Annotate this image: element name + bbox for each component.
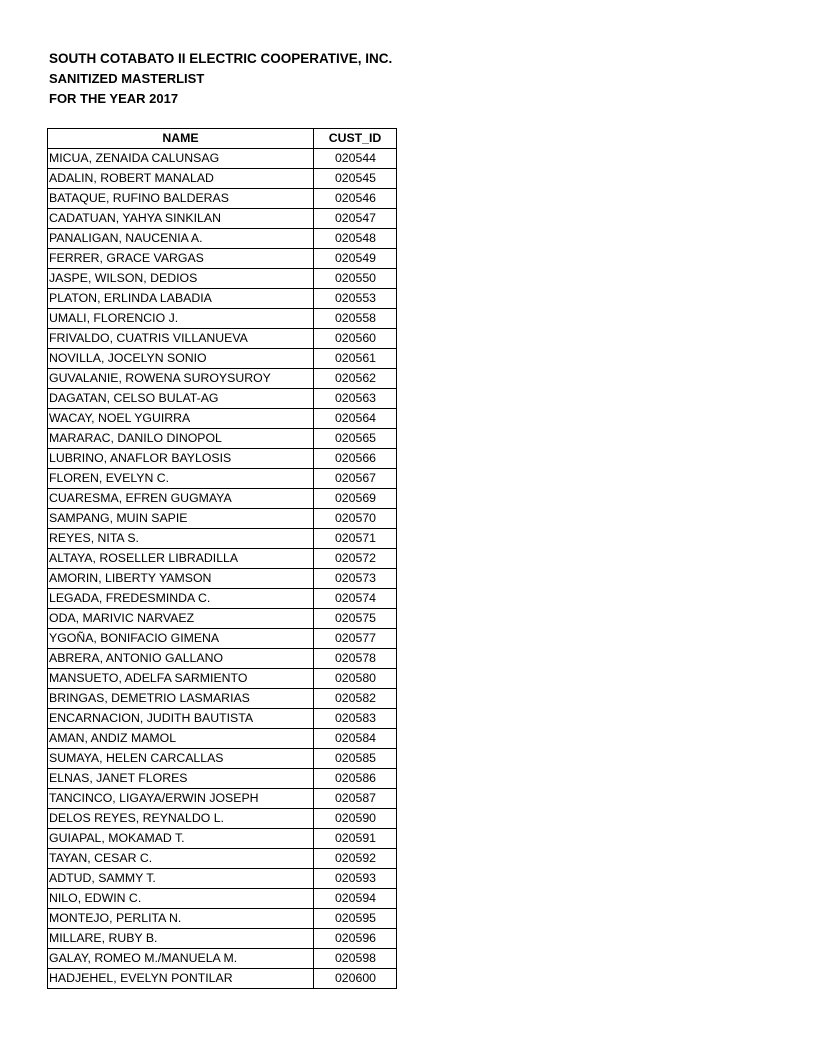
customer-name-cell: DAGATAN, CELSO BULAT-AG xyxy=(48,389,314,409)
document-subtitle: SANITIZED MASTERLIST xyxy=(49,71,205,86)
customer-name-cell: ALTAYA, ROSELLER LIBRADILLA xyxy=(48,549,314,569)
customer-id-cell: 020594 xyxy=(314,889,397,909)
table-row xyxy=(48,249,397,269)
customer-id-cell: 020573 xyxy=(314,569,397,589)
table-row xyxy=(48,509,397,529)
customer-id-cell: 020596 xyxy=(314,929,397,949)
customer-id-cell: 020566 xyxy=(314,449,397,469)
customer-id-cell: 020572 xyxy=(314,549,397,569)
table-row xyxy=(48,369,397,389)
table-row xyxy=(48,909,397,929)
customer-id-cell: 020570 xyxy=(314,509,397,529)
customer-name-cell: HADJEHEL, EVELYN PONTILAR xyxy=(48,969,314,989)
customer-name-cell: SAMPANG, MUIN SAPIE xyxy=(48,509,314,529)
table-row xyxy=(48,329,397,349)
customer-id-cell: 020583 xyxy=(314,709,397,729)
column-header-name: NAME xyxy=(48,129,314,149)
customer-name-cell: PLATON, ERLINDA LABADIA xyxy=(48,289,314,309)
customer-id-cell: 020546 xyxy=(314,189,397,209)
customer-id-cell: 020547 xyxy=(314,209,397,229)
customer-id-cell: 020544 xyxy=(314,149,397,169)
customer-name-cell: ADALIN, ROBERT MANALAD xyxy=(48,169,314,189)
table-row xyxy=(48,809,397,829)
customer-id-cell: 020550 xyxy=(314,269,397,289)
masterlist-table xyxy=(47,128,397,989)
customer-name-cell: FRIVALDO, CUATRIS VILLANUEVA xyxy=(48,329,314,349)
customer-name-cell: ELNAS, JANET FLORES xyxy=(48,769,314,789)
customer-id-cell: 020569 xyxy=(314,489,397,509)
customer-name-cell: YGOÑA, BONIFACIO GIMENA xyxy=(48,629,314,649)
customer-name-cell: MANSUETO, ADELFA SARMIENTO xyxy=(48,669,314,689)
customer-id-cell: 020564 xyxy=(314,409,397,429)
customer-name-cell: MONTEJO, PERLITA N. xyxy=(48,909,314,929)
customer-id-cell: 020590 xyxy=(314,809,397,829)
customer-id-cell: 020577 xyxy=(314,629,397,649)
customer-id-cell: 020575 xyxy=(314,609,397,629)
customer-id-cell: 020558 xyxy=(314,309,397,329)
table-row xyxy=(48,189,397,209)
table-row xyxy=(48,549,397,569)
table-row xyxy=(48,589,397,609)
customer-id-cell: 020562 xyxy=(314,369,397,389)
customer-id-cell: 020565 xyxy=(314,429,397,449)
customer-name-cell: BRINGAS, DEMETRIO LASMARIAS xyxy=(48,689,314,709)
table-row xyxy=(48,409,397,429)
customer-id-cell: 020560 xyxy=(314,329,397,349)
customer-name-cell: GALAY, ROMEO M./MANUELA M. xyxy=(48,949,314,969)
table-row xyxy=(48,949,397,969)
customer-name-cell: CADATUAN, YAHYA SINKILAN xyxy=(48,209,314,229)
customer-id-cell: 020582 xyxy=(314,689,397,709)
table-row xyxy=(48,209,397,229)
table-row xyxy=(48,689,397,709)
customer-id-cell: 020598 xyxy=(314,949,397,969)
table-body xyxy=(48,149,397,989)
customer-id-cell: 020545 xyxy=(314,169,397,189)
customer-name-cell: AMAN, ANDIZ MAMOL xyxy=(48,729,314,749)
customer-id-cell: 020600 xyxy=(314,969,397,989)
customer-name-cell: PANALIGAN, NAUCENIA A. xyxy=(48,229,314,249)
customer-id-cell: 020578 xyxy=(314,649,397,669)
table-row xyxy=(48,169,397,189)
customer-id-cell: 020548 xyxy=(314,229,397,249)
table-row xyxy=(48,669,397,689)
customer-name-cell: JASPE, WILSON, DEDIOS xyxy=(48,269,314,289)
table-row xyxy=(48,729,397,749)
table-row xyxy=(48,229,397,249)
customer-id-cell: 020585 xyxy=(314,749,397,769)
table-row xyxy=(48,889,397,909)
customer-id-cell: 020591 xyxy=(314,829,397,849)
customer-name-cell: FLOREN, EVELYN C. xyxy=(48,469,314,489)
customer-name-cell: NOVILLA, JOCELYN SONIO xyxy=(48,349,314,369)
table-header-row xyxy=(48,129,397,149)
customer-id-cell: 020584 xyxy=(314,729,397,749)
table-row xyxy=(48,849,397,869)
table-row xyxy=(48,269,397,289)
customer-name-cell: WACAY, NOEL YGUIRRA xyxy=(48,409,314,429)
customer-name-cell: ENCARNACION, JUDITH BAUTISTA xyxy=(48,709,314,729)
table-row xyxy=(48,149,397,169)
table-row xyxy=(48,489,397,509)
customer-id-cell: 020553 xyxy=(314,289,397,309)
customer-name-cell: LEGADA, FREDESMINDA C. xyxy=(48,589,314,609)
customer-name-cell: LUBRINO, ANAFLOR BAYLOSIS xyxy=(48,449,314,469)
table-row xyxy=(48,449,397,469)
table-row xyxy=(48,609,397,629)
customer-name-cell: MILLARE, RUBY B. xyxy=(48,929,314,949)
table-row xyxy=(48,789,397,809)
customer-name-cell: SUMAYA, HELEN CARCALLAS xyxy=(48,749,314,769)
customer-name-cell: GUIAPAL, MOKAMAD T. xyxy=(48,829,314,849)
table-row xyxy=(48,389,397,409)
customer-id-cell: 020561 xyxy=(314,349,397,369)
customer-id-cell: 020563 xyxy=(314,389,397,409)
column-header-cust-id: CUST_ID xyxy=(314,129,397,149)
table-row xyxy=(48,769,397,789)
table-row xyxy=(48,469,397,489)
table-row xyxy=(48,629,397,649)
customer-id-cell: 020571 xyxy=(314,529,397,549)
table-row xyxy=(48,969,397,989)
customer-name-cell: UMALI, FLORENCIO J. xyxy=(48,309,314,329)
table-row xyxy=(48,309,397,329)
customer-name-cell: ADTUD, SAMMY T. xyxy=(48,869,314,889)
customer-id-cell: 020567 xyxy=(314,469,397,489)
year-line: FOR THE YEAR 2017 xyxy=(49,91,179,106)
customer-name-cell: BATAQUE, RUFINO BALDERAS xyxy=(48,189,314,209)
customer-name-cell: GUVALANIE, ROWENA SUROYSUROY xyxy=(48,369,314,389)
customer-id-cell: 020595 xyxy=(314,909,397,929)
customer-name-cell: AMORIN, LIBERTY YAMSON xyxy=(48,569,314,589)
table-row xyxy=(48,649,397,669)
customer-name-cell: CUARESMA, EFREN GUGMAYA xyxy=(48,489,314,509)
customer-id-cell: 020574 xyxy=(314,589,397,609)
customer-id-cell: 020592 xyxy=(314,849,397,869)
company-title: SOUTH COTABATO II ELECTRIC COOPERATIVE, INC. xyxy=(49,51,393,66)
table-row xyxy=(48,929,397,949)
customer-name-cell: FERRER, GRACE VARGAS xyxy=(48,249,314,269)
customer-id-cell: 020580 xyxy=(314,669,397,689)
table-row xyxy=(48,869,397,889)
customer-id-cell: 020586 xyxy=(314,769,397,789)
customer-id-cell: 020593 xyxy=(314,869,397,889)
table-row xyxy=(48,429,397,449)
customer-name-cell: TANCINCO, LIGAYA/ERWIN JOSEPH xyxy=(48,789,314,809)
customer-name-cell: REYES, NITA S. xyxy=(48,529,314,549)
customer-name-cell: ODA, MARIVIC NARVAEZ xyxy=(48,609,314,629)
table-row xyxy=(48,289,397,309)
table-row xyxy=(48,749,397,769)
table-row xyxy=(48,709,397,729)
customer-name-cell: MARARAC, DANILO DINOPOL xyxy=(48,429,314,449)
customer-name-cell: DELOS REYES, REYNALDO L. xyxy=(48,809,314,829)
customer-name-cell: TAYAN, CESAR C. xyxy=(48,849,314,869)
customer-name-cell: ABRERA, ANTONIO GALLANO xyxy=(48,649,314,669)
table-row xyxy=(48,529,397,549)
table-row xyxy=(48,569,397,589)
customer-id-cell: 020549 xyxy=(314,249,397,269)
table-row xyxy=(48,829,397,849)
table-row xyxy=(48,349,397,369)
customer-name-cell: NILO, EDWIN C. xyxy=(48,889,314,909)
customer-name-cell: MICUA, ZENAIDA CALUNSAG xyxy=(48,149,314,169)
customer-id-cell: 020587 xyxy=(314,789,397,809)
document-header xyxy=(49,49,392,109)
